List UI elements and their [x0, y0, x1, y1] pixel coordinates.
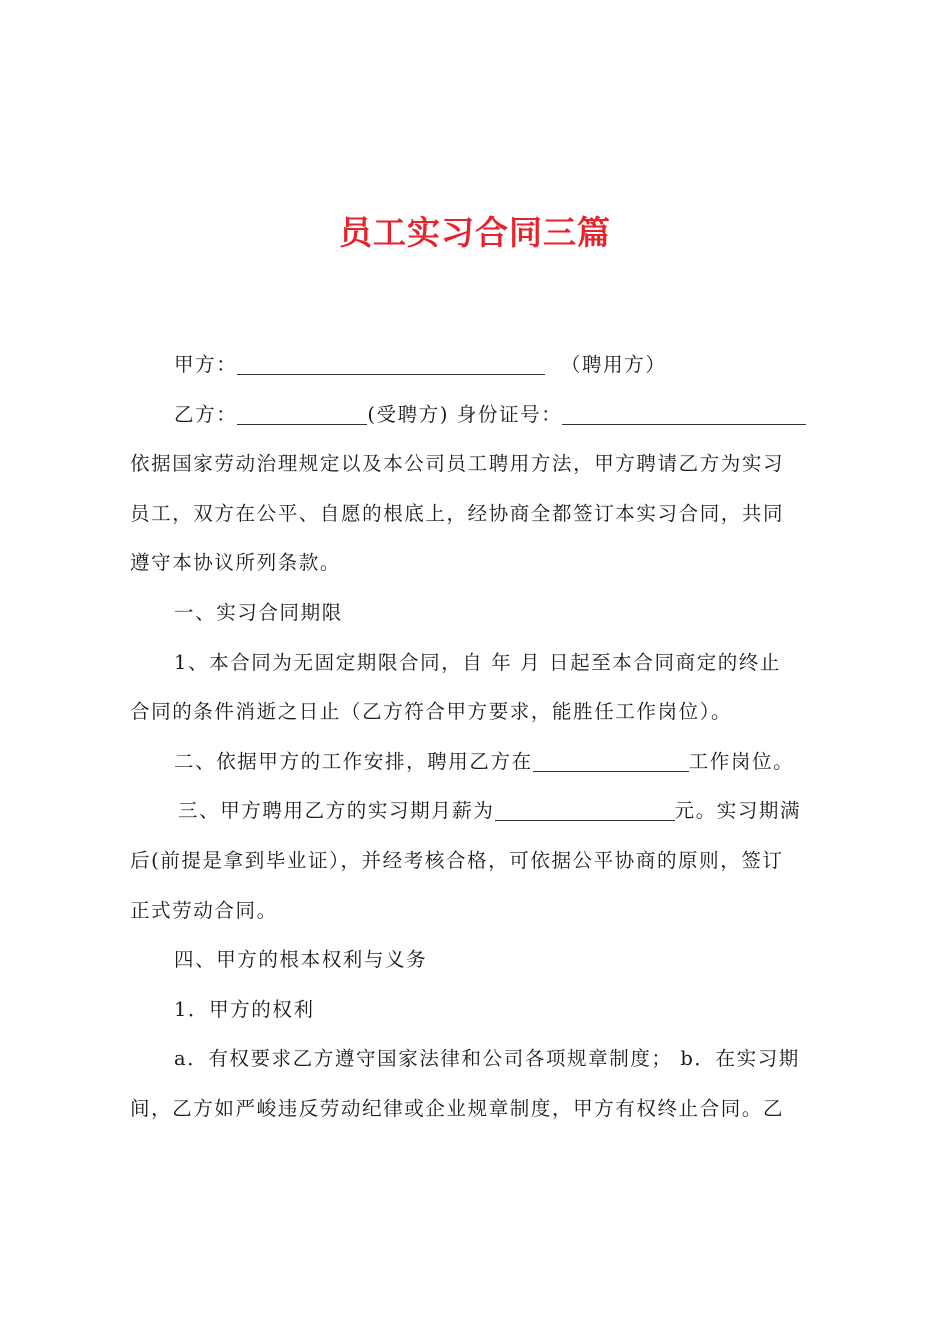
section3-blank: [495, 800, 675, 821]
party-a-blank: [237, 354, 545, 375]
party-b-label: 乙方：: [174, 402, 238, 426]
section1-line: 合同的条件消逝之日止（乙方符合甲方要求，能胜任工作岗位）。: [130, 700, 733, 724]
section2-line: [130, 737, 830, 787]
section1-line: 1、本合同为无固定期限合同，自 年 月 日起至本合同商定的终止: [174, 650, 782, 674]
party-a-label: 甲方：: [174, 353, 238, 376]
section3-prefix: 三、甲方聘用乙方的实习期月薪为: [178, 799, 495, 823]
section3-line: 正式劳动合同。: [130, 898, 278, 922]
preamble-line: 遵守本协议所列条款。: [130, 551, 342, 575]
section4-subheading: 1．甲方的权利: [174, 997, 315, 1021]
id-number-blank: [562, 403, 806, 424]
section3-line: 后(前提是拿到毕业证），并经考核合格，可依据公平协商的原则，签订: [130, 848, 784, 872]
section2-suffix: 工作岗位。: [688, 749, 795, 773]
preamble-line: 依据国家劳动治理规定以及本公司员工聘用方法，甲方聘请乙方为实习: [130, 452, 785, 476]
section2-blank: [533, 750, 689, 771]
section4-item: a．有权要求乙方遵守国家法律和公司各项规章制度； b．在实习期: [174, 1047, 800, 1071]
section3-line: [130, 786, 830, 836]
party-a-role: （聘用方）: [560, 353, 667, 376]
document-title: 员工实习合同三篇: [339, 213, 611, 252]
section1-heading: 一、实习合同期限: [174, 600, 343, 624]
party-a-line: [130, 340, 830, 390]
preamble-line: 员工，双方在公平、自愿的根底上，经协商全都签订本实习合同，共同: [130, 501, 785, 525]
document-body: [130, 340, 830, 1134]
party-b-line: [130, 390, 830, 440]
section2-prefix: 二、依据甲方的工作安排，聘用乙方在: [174, 749, 533, 773]
section4-item: 间，乙方如严峻违反劳动纪律或企业规章制度，甲方有权终止合同。乙: [130, 1096, 785, 1120]
section4-heading: 四、甲方的根本权利与义务: [174, 948, 428, 972]
party-b-blank: [237, 403, 367, 424]
party-b-role: (受聘方) 身份证号：: [367, 402, 563, 426]
section3-suffix: 元。实习期满: [674, 799, 802, 823]
